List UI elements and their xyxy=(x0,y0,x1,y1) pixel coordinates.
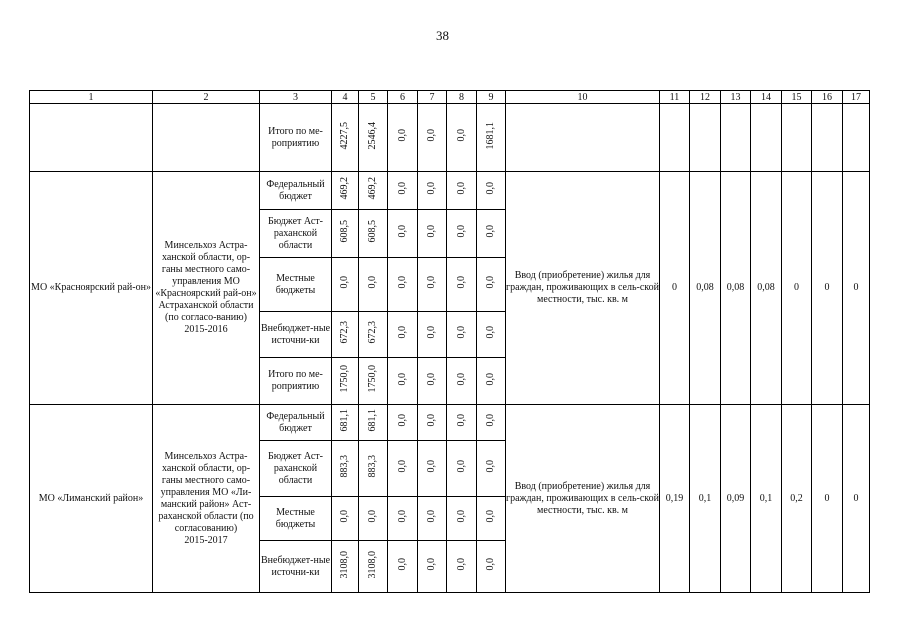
amount-value: 0,0 xyxy=(455,326,467,339)
amount-value: 0,0 xyxy=(455,372,467,386)
column-header: 11 xyxy=(660,91,690,104)
amount-value: 0,0 xyxy=(485,460,496,473)
amount-cell xyxy=(332,312,359,358)
amount-cell xyxy=(447,358,477,405)
amount-cell xyxy=(332,104,359,172)
amount-cell xyxy=(359,497,388,541)
indicator-cell: 0,08 xyxy=(751,172,782,405)
funding-source: Итого по ме-роприятию xyxy=(260,104,332,172)
indicator-cell: 0,19 xyxy=(660,405,690,593)
amount-cell xyxy=(332,210,359,258)
indicator-cell xyxy=(660,104,690,172)
amount-cell xyxy=(418,497,447,541)
amount-cell xyxy=(447,405,477,441)
amount-cell xyxy=(332,358,359,405)
amount-cell xyxy=(359,210,388,258)
column-header: 6 xyxy=(388,91,418,104)
amount-cell xyxy=(388,172,418,210)
amount-value: 0,0 xyxy=(485,372,496,386)
amount-cell xyxy=(332,172,359,210)
amount-cell xyxy=(477,405,506,441)
result-cell xyxy=(506,104,660,172)
amount-value: 681,1 xyxy=(339,409,350,432)
amount-cell xyxy=(332,541,359,593)
amount-value: 0,0 xyxy=(455,414,467,427)
amount-cell xyxy=(477,312,506,358)
indicator-cell: 0,2 xyxy=(782,405,812,593)
amount-value: 0,0 xyxy=(426,182,437,195)
amount-cell xyxy=(388,312,418,358)
amount-cell xyxy=(332,258,359,312)
program-table xyxy=(29,90,870,593)
amount-cell xyxy=(332,405,359,441)
amount-cell xyxy=(418,312,447,358)
amount-value: 0,0 xyxy=(426,460,437,473)
amount-value: 0,0 xyxy=(426,326,437,339)
amount-cell xyxy=(447,441,477,497)
amount-cell xyxy=(359,172,388,210)
amount-cell xyxy=(447,497,477,541)
column-header: 3 xyxy=(260,91,332,104)
amount-value: 0,0 xyxy=(485,326,496,339)
funding-source: Внебюджет-ные источни-ки xyxy=(260,312,332,358)
amount-value: 0,0 xyxy=(485,225,496,238)
amount-cell xyxy=(418,358,447,405)
amount-value: 0,0 xyxy=(455,276,467,289)
municipality-cell: МО «Красноярский рай-он» xyxy=(30,172,153,405)
funding-source: Бюджет Аст-раханской области xyxy=(260,210,332,258)
amount-cell xyxy=(477,258,506,312)
column-header: 10 xyxy=(506,91,660,104)
amount-value: 3108,0 xyxy=(339,550,350,579)
column-header: 17 xyxy=(843,91,870,104)
amount-value: 883,3 xyxy=(339,455,350,478)
column-header: 16 xyxy=(812,91,843,104)
indicator-cell: 0,1 xyxy=(751,405,782,593)
indicator-cell xyxy=(751,104,782,172)
amount-cell xyxy=(359,358,388,405)
amount-cell xyxy=(359,312,388,358)
indicator-cell: 0,09 xyxy=(721,405,751,593)
amount-cell xyxy=(359,405,388,441)
indicator-cell: 0 xyxy=(660,172,690,405)
amount-cell xyxy=(418,541,447,593)
amount-value: 0,0 xyxy=(426,276,437,289)
amount-cell xyxy=(447,104,477,172)
amount-value: 0,0 xyxy=(426,129,437,142)
amount-value: 0,0 xyxy=(485,510,496,523)
amount-cell xyxy=(332,441,359,497)
amount-cell xyxy=(477,541,506,593)
amount-value: 0,0 xyxy=(485,182,496,195)
amount-cell xyxy=(332,497,359,541)
amount-value: 0,0 xyxy=(339,510,350,523)
amount-value: 0,0 xyxy=(426,558,437,571)
funding-source: Внебюджет-ные источни-ки xyxy=(260,541,332,593)
table-row xyxy=(30,172,870,210)
funding-source: Итого по ме-роприятию xyxy=(260,358,332,405)
amount-value: 608,5 xyxy=(367,220,378,243)
funding-source: Местные бюджеты xyxy=(260,497,332,541)
amount-cell xyxy=(359,104,388,172)
amount-value: 469,2 xyxy=(339,177,350,200)
table-row xyxy=(30,405,870,441)
amount-cell xyxy=(388,497,418,541)
amount-value: 0,0 xyxy=(396,460,408,473)
amount-value: 0,0 xyxy=(455,225,467,238)
amount-cell xyxy=(447,172,477,210)
municipality-cell: МО «Лиманский район» xyxy=(30,405,153,593)
amount-value: 1750,0 xyxy=(339,365,350,393)
indicator-cell: 0 xyxy=(782,172,812,405)
amount-value: 672,3 xyxy=(339,321,350,344)
amount-cell xyxy=(477,104,506,172)
municipality-cell xyxy=(30,104,153,172)
amount-cell xyxy=(388,441,418,497)
amount-cell xyxy=(418,441,447,497)
amount-cell xyxy=(388,358,418,405)
indicator-cell: 0 xyxy=(843,172,870,405)
amount-value: 0,0 xyxy=(455,129,467,142)
column-header: 12 xyxy=(690,91,721,104)
amount-value: 4227,5 xyxy=(339,121,350,150)
amount-cell xyxy=(418,104,447,172)
amount-cell xyxy=(418,210,447,258)
column-header: 15 xyxy=(782,91,812,104)
amount-value: 0,0 xyxy=(396,414,408,427)
amount-cell xyxy=(359,441,388,497)
funding-source: Местные бюджеты xyxy=(260,258,332,312)
executor-text: Минсельхоз Астра-ханской области, ор-ганы местного само-управления МО «Красноярский рай-он» Астраханской области (по согласо-ванию) xyxy=(155,240,257,323)
column-header: 14 xyxy=(751,91,782,104)
amount-cell xyxy=(447,541,477,593)
amount-value: 672,3 xyxy=(367,321,378,344)
amount-cell xyxy=(388,258,418,312)
amount-value: 0,0 xyxy=(426,414,437,427)
amount-cell xyxy=(418,258,447,312)
amount-value: 681,1 xyxy=(367,409,378,432)
indicator-cell xyxy=(812,104,843,172)
indicator-cell: 0 xyxy=(843,405,870,593)
amount-value: 0,0 xyxy=(396,225,408,238)
amount-value: 0,0 xyxy=(367,276,378,289)
result-cell: Ввод (приобретение) жилья для граждан, проживающих в сель-ской местности, тыс. кв. м xyxy=(506,405,660,593)
amount-value: 608,5 xyxy=(339,220,350,243)
amount-cell xyxy=(477,497,506,541)
executor-cell xyxy=(153,172,260,405)
column-header: 7 xyxy=(418,91,447,104)
column-header: 5 xyxy=(359,91,388,104)
amount-value: 0,0 xyxy=(426,510,437,523)
amount-value: 0,0 xyxy=(396,129,408,142)
column-header: 13 xyxy=(721,91,751,104)
amount-cell xyxy=(477,358,506,405)
amount-cell xyxy=(388,541,418,593)
amount-cell xyxy=(418,405,447,441)
amount-value: 1750,0 xyxy=(367,365,378,393)
amount-value: 0,0 xyxy=(396,276,408,289)
amount-cell xyxy=(477,172,506,210)
amount-cell xyxy=(388,210,418,258)
amount-value: 1681,1 xyxy=(485,121,496,150)
amount-value: 0,0 xyxy=(396,372,408,386)
amount-value: 0,0 xyxy=(455,460,467,473)
amount-cell xyxy=(477,210,506,258)
column-header: 4 xyxy=(332,91,359,104)
amount-cell xyxy=(388,405,418,441)
amount-value: 3108,0 xyxy=(367,550,378,579)
funding-source: Бюджет Аст-раханской области xyxy=(260,441,332,497)
indicator-cell: 0 xyxy=(812,405,843,593)
executor-period: 2015-2017 xyxy=(184,534,228,546)
executor-cell xyxy=(153,405,260,593)
amount-value: 883,3 xyxy=(367,455,378,478)
page-number: 38 xyxy=(436,28,449,43)
indicator-cell: 0,08 xyxy=(690,172,721,405)
amount-value: 0,0 xyxy=(426,225,437,238)
indicator-cell xyxy=(721,104,751,172)
amount-cell xyxy=(447,312,477,358)
amount-value: 469,2 xyxy=(367,177,378,200)
result-cell: Ввод (приобретение) жилья для граждан, проживающих в сель-ской местности, тыс. кв. м xyxy=(506,172,660,405)
column-header: 8 xyxy=(447,91,477,104)
column-header: 1 xyxy=(30,91,153,104)
amount-value: 2546,4 xyxy=(367,121,378,150)
amount-value: 0,0 xyxy=(455,182,467,195)
executor-cell xyxy=(153,104,260,172)
amount-value: 0,0 xyxy=(339,276,350,289)
amount-cell xyxy=(477,441,506,497)
indicator-cell xyxy=(690,104,721,172)
amount-value: 0,0 xyxy=(396,326,408,339)
indicator-cell xyxy=(843,104,870,172)
column-header: 2 xyxy=(153,91,260,104)
indicator-cell: 0,1 xyxy=(690,405,721,593)
indicator-cell: 0,08 xyxy=(721,172,751,405)
indicator-cell: 0 xyxy=(812,172,843,405)
amount-cell xyxy=(359,541,388,593)
amount-cell xyxy=(418,172,447,210)
amount-value: 0,0 xyxy=(485,276,496,289)
amount-value: 0,0 xyxy=(485,558,496,571)
column-header: 9 xyxy=(477,91,506,104)
amount-value: 0,0 xyxy=(485,414,496,427)
amount-value: 0,0 xyxy=(455,510,467,523)
amount-cell xyxy=(447,258,477,312)
amount-value: 0,0 xyxy=(396,182,408,195)
table-row xyxy=(30,104,870,172)
funding-source: Федеральный бюджет xyxy=(260,172,332,210)
amount-value: 0,0 xyxy=(455,558,467,571)
amount-value: 0,0 xyxy=(396,558,408,571)
amount-cell xyxy=(388,104,418,172)
header-row xyxy=(30,91,870,104)
amount-cell xyxy=(447,210,477,258)
executor-period: 2015-2016 xyxy=(184,324,228,335)
indicator-cell xyxy=(782,104,812,172)
amount-value: 0,0 xyxy=(367,510,378,523)
executor-text: Минсельхоз Астра-ханской области, ор-ганы местного само-управления МО «Ли-манский район» Аст-раханской области (по согласованию) xyxy=(158,450,254,534)
funding-source: Федеральный бюджет xyxy=(260,405,332,441)
amount-cell xyxy=(359,258,388,312)
amount-value: 0,0 xyxy=(396,510,408,523)
amount-value: 0,0 xyxy=(426,372,437,386)
